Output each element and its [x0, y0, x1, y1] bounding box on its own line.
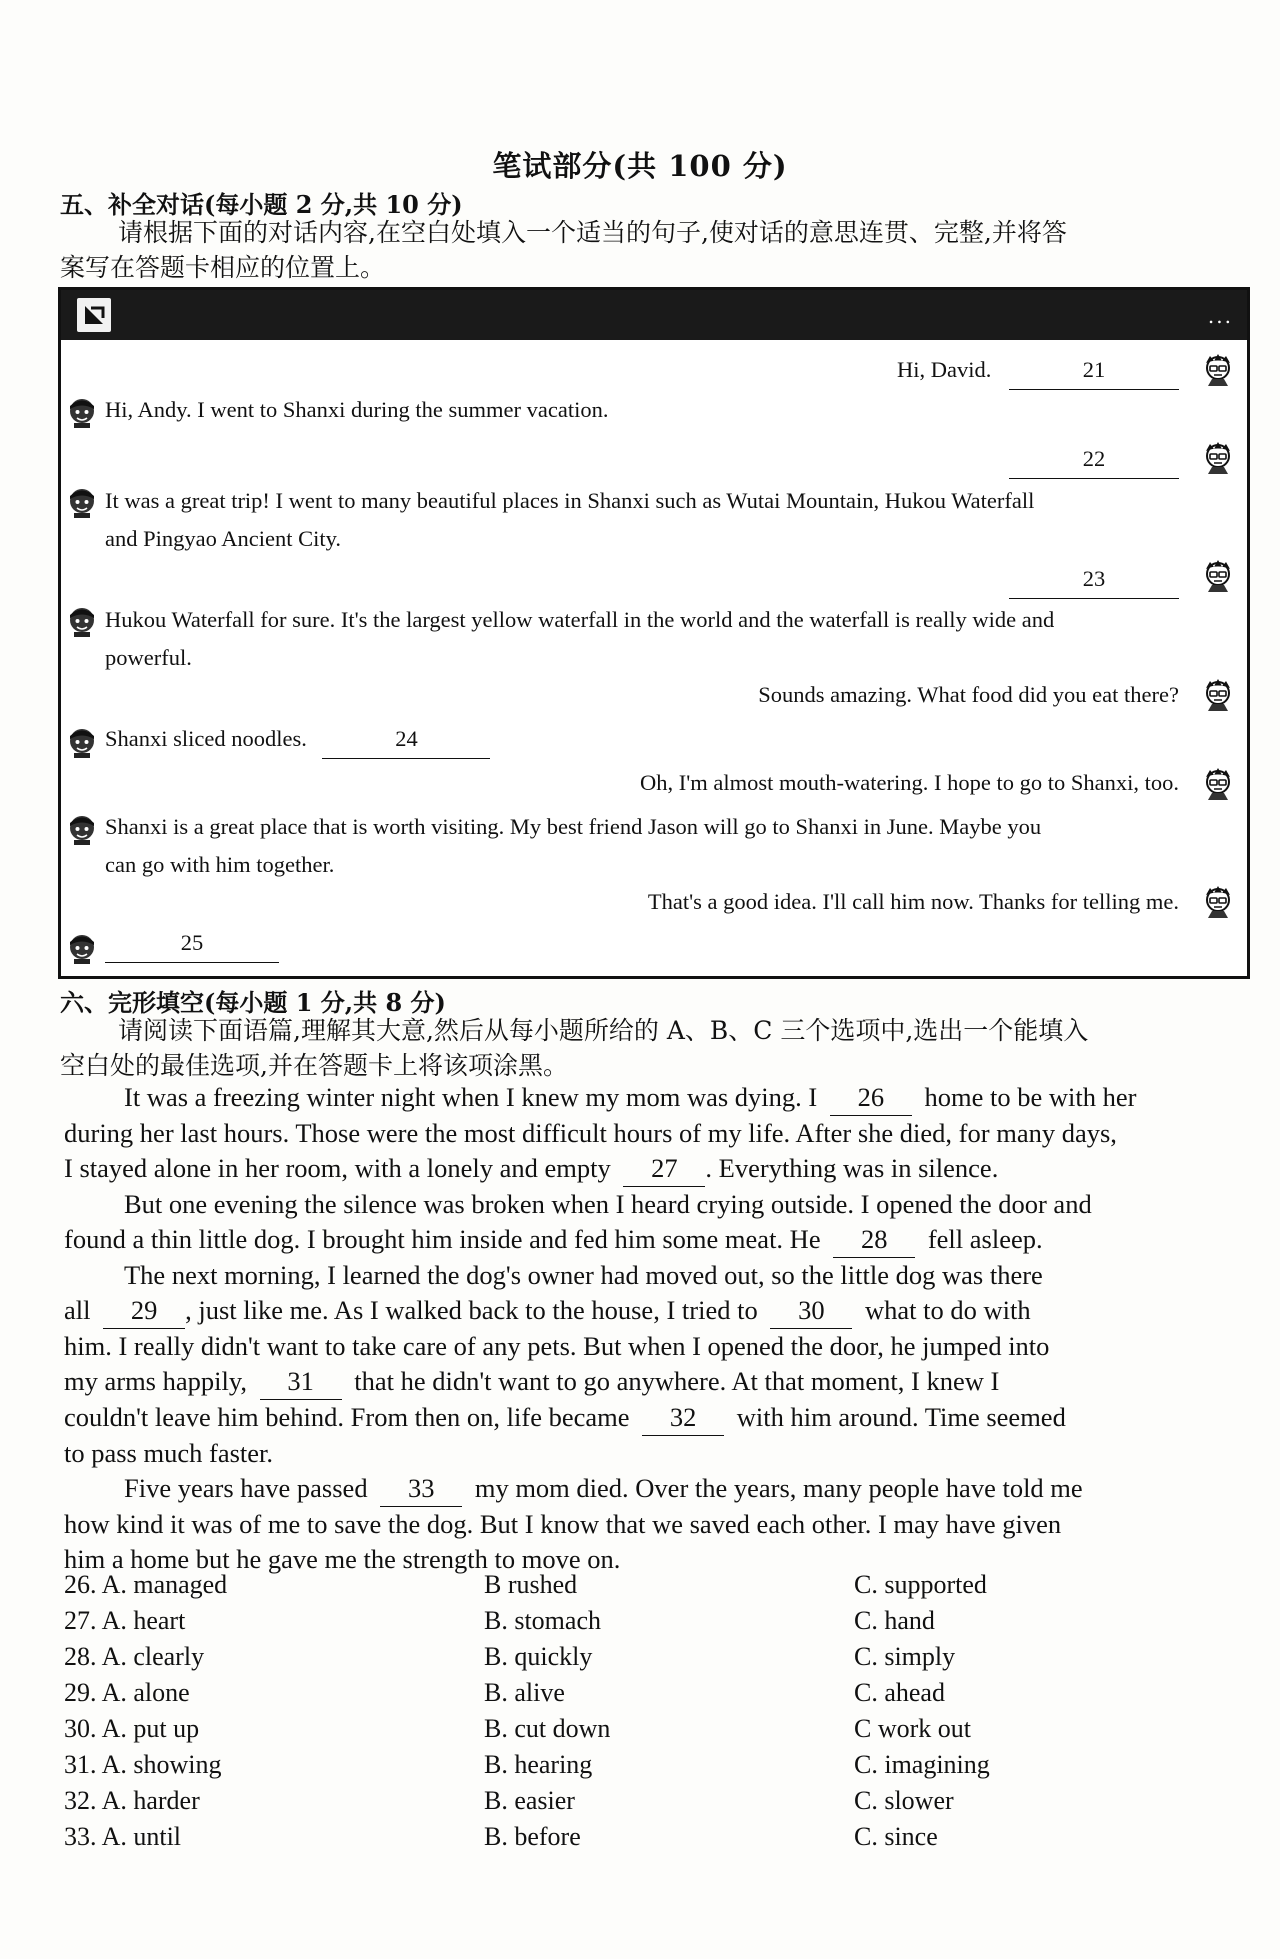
- option-a[interactable]: 33. A. until: [64, 1822, 182, 1851]
- answer-blank: 22: [1009, 440, 1179, 479]
- option-a[interactable]: 27. A. heart: [64, 1606, 186, 1635]
- passage-text: couldn't leave him behind. From then on, life became: [64, 1402, 630, 1432]
- passage-text: fell asleep.: [927, 1224, 1043, 1254]
- passage-text: found a thin little dog. I brought him inside and fed him some meat. He: [64, 1224, 821, 1254]
- message-text: Shanxi sliced noodles.: [105, 726, 307, 751]
- passage-text: that he didn't want to go anywhere. At that moment, I knew I: [354, 1366, 1000, 1396]
- section6-instruction-line2: 空白处的最佳选项,并在答题卡上将该项涂黑。: [60, 1051, 568, 1080]
- option-b[interactable]: B. alive: [484, 1678, 565, 1707]
- option-b[interactable]: B. easier: [484, 1786, 575, 1815]
- answer-blank: 27: [623, 1151, 705, 1187]
- option-c[interactable]: C. ahead: [854, 1678, 945, 1707]
- option-b[interactable]: B. hearing: [484, 1750, 593, 1779]
- passage-line: [64, 1400, 1254, 1436]
- message-line: can go with him together.: [105, 852, 335, 877]
- chat-window: [58, 287, 1250, 979]
- passage-text: It was a freezing winter night when I knew my mom was dying. I: [124, 1082, 818, 1112]
- chat-message-right: That's a good idea. I'll call him now. Thanks for telling me.: [647, 889, 1179, 914]
- chat-app-icon: [77, 298, 111, 332]
- passage-line: how kind it was of me to save the dog. But I know that we saved each other. I may have given: [64, 1509, 1062, 1539]
- boy-avatar-icon: [1201, 766, 1235, 800]
- passage-line: him a home but he gave me the strength to move on.: [64, 1544, 621, 1574]
- option-c[interactable]: C. imagining: [854, 1750, 990, 1779]
- answer-blank: 23: [1009, 560, 1179, 599]
- message-line: and Pingyao Ancient City.: [105, 526, 342, 551]
- option-c[interactable]: C. supported: [854, 1570, 987, 1599]
- passage-text: home to be with her: [924, 1082, 1137, 1112]
- answer-blank: 31: [260, 1364, 342, 1400]
- passage-line: The next morning, I learned the dog's owner had moved out, so the little dog was there: [124, 1260, 1043, 1290]
- option-b[interactable]: B rushed: [484, 1570, 578, 1599]
- option-b[interactable]: B. before: [484, 1822, 581, 1851]
- option-c[interactable]: C. simply: [854, 1642, 956, 1671]
- boy-avatar-icon: [1201, 884, 1235, 918]
- boy-avatar-icon: [65, 484, 99, 518]
- answer-blank: 25: [105, 924, 279, 963]
- option-b[interactable]: B. quickly: [484, 1642, 593, 1671]
- boy-avatar-icon: [1201, 352, 1235, 386]
- chat-message-left: [105, 720, 490, 759]
- passage-line: to pass much faster.: [64, 1438, 274, 1468]
- answer-blank: 32: [642, 1400, 724, 1436]
- section5-heading: 五、补全对话(每小题 2 分,共 10 分): [60, 190, 463, 219]
- chat-header-bar: [61, 290, 1247, 340]
- passage-line: [64, 1080, 1254, 1116]
- passage-text: I stayed alone in her room, with a lonely and empty: [64, 1153, 611, 1183]
- message-line: Hukou Waterfall for sure. It's the largest yellow waterfall in the world and the waterfall is really wide and: [105, 607, 1055, 632]
- chat-message-right: Sounds amazing. What food did you eat there?: [758, 682, 1179, 707]
- boy-avatar-icon: [65, 603, 99, 637]
- chat-message-right: [1009, 560, 1179, 599]
- passage-text: all: [64, 1295, 91, 1325]
- more-options-icon[interactable]: ...: [1207, 304, 1233, 328]
- option-a[interactable]: 29. A. alone: [64, 1678, 190, 1707]
- boy-avatar-icon: [65, 811, 99, 845]
- passage-text: my arms happily,: [64, 1366, 248, 1396]
- boy-avatar-icon: [65, 930, 99, 964]
- passage-line: him. I really didn't want to take care of any pets. But when I opened the door, he jumped into: [64, 1331, 1050, 1361]
- section6-instruction-line1: 请阅读下面语篇,理解其大意,然后从每小题所给的 A、B、C 三个选项中,选出一个能填入: [118, 1016, 1089, 1045]
- option-a[interactable]: 32. A. harder: [64, 1786, 200, 1815]
- option-c[interactable]: C. slower: [854, 1786, 954, 1815]
- boy-avatar-icon: [1201, 677, 1235, 711]
- chat-message-right: Oh, I'm almost mouth-watering. I hope to go to Shanxi, too.: [640, 770, 1179, 795]
- answer-blank: 28: [833, 1222, 915, 1258]
- option-a[interactable]: 26. A. managed: [64, 1570, 228, 1599]
- option-a[interactable]: 30. A. put up: [64, 1714, 200, 1743]
- option-c[interactable]: C work out: [854, 1714, 971, 1743]
- boy-avatar-icon: [65, 394, 99, 428]
- answer-blank: 26: [830, 1080, 912, 1116]
- boy-avatar-icon: [65, 724, 99, 758]
- message-line: Shanxi is a great place that is worth visiting. My best friend Jason will go to Shanxi in June. Maybe you: [105, 814, 1042, 839]
- chat-message-left: [105, 601, 1235, 677]
- passage-line: But one evening the silence was broken when I heard crying outside. I opened the door and: [124, 1189, 1092, 1219]
- option-c[interactable]: C. hand: [854, 1606, 935, 1635]
- chat-message-left: Hi, Andy. I went to Shanxi during the summer vacation.: [105, 397, 609, 422]
- chat-message-right: [897, 351, 1179, 390]
- chat-message-left: [105, 808, 1235, 884]
- message-line: It was a great trip! I went to many beautiful places in Shanxi such as Wutai Mountain, Hukou Waterfall: [105, 488, 1035, 513]
- message-line: powerful.: [105, 645, 192, 670]
- chat-message-left: [105, 924, 279, 963]
- passage-text: . Everything was in silence.: [705, 1153, 999, 1183]
- answer-blank: 29: [103, 1293, 185, 1329]
- passage-line: during her last hours. Those were the most difficult hours of my life. After she died, for many days,: [64, 1118, 1117, 1148]
- option-a[interactable]: 31. A. showing: [64, 1750, 222, 1779]
- passage-line: [64, 1364, 1254, 1400]
- answer-blank: 30: [770, 1293, 852, 1329]
- boy-avatar-icon: [1201, 440, 1235, 474]
- page-title: 笔试部分(共 100 分): [492, 149, 788, 183]
- passage-text: what to do with: [864, 1295, 1031, 1325]
- option-b[interactable]: B. cut down: [484, 1714, 611, 1743]
- answer-blank: 21: [1009, 351, 1179, 390]
- boy-avatar-icon: [1201, 558, 1235, 592]
- cloze-passage: [64, 1080, 1254, 1577]
- message-text: Hi, David.: [897, 357, 992, 382]
- section5-instruction-line1: 请根据下面的对话内容,在空白处填入一个适当的句子,使对话的意思连贯、完整,并将答: [118, 218, 1067, 247]
- passage-text: with him around. Time seemed: [736, 1402, 1066, 1432]
- option-c[interactable]: C. since: [854, 1822, 938, 1851]
- passage-line: [64, 1222, 1254, 1258]
- answer-blank: 33: [380, 1471, 462, 1507]
- chat-message-right: [1009, 440, 1179, 479]
- section6-heading: 六、完形填空(每小题 1 分,共 8 分): [60, 988, 446, 1017]
- passage-line: [64, 1471, 1254, 1507]
- passage-text: , just like me. As I walked back to the house, I tried to: [185, 1295, 758, 1325]
- passage-text: Five years have passed: [124, 1473, 368, 1503]
- passage-line: [64, 1151, 1254, 1187]
- section5-instruction-line2: 案写在答题卡相应的位置上。: [60, 253, 386, 282]
- passage-text: my mom died. Over the years, many people have told me: [474, 1473, 1083, 1503]
- answer-blank: 24: [322, 720, 490, 759]
- option-b[interactable]: B. stomach: [484, 1606, 601, 1635]
- chat-message-left: [105, 482, 1235, 558]
- option-a[interactable]: 28. A. clearly: [64, 1642, 205, 1671]
- passage-line: [64, 1293, 1254, 1329]
